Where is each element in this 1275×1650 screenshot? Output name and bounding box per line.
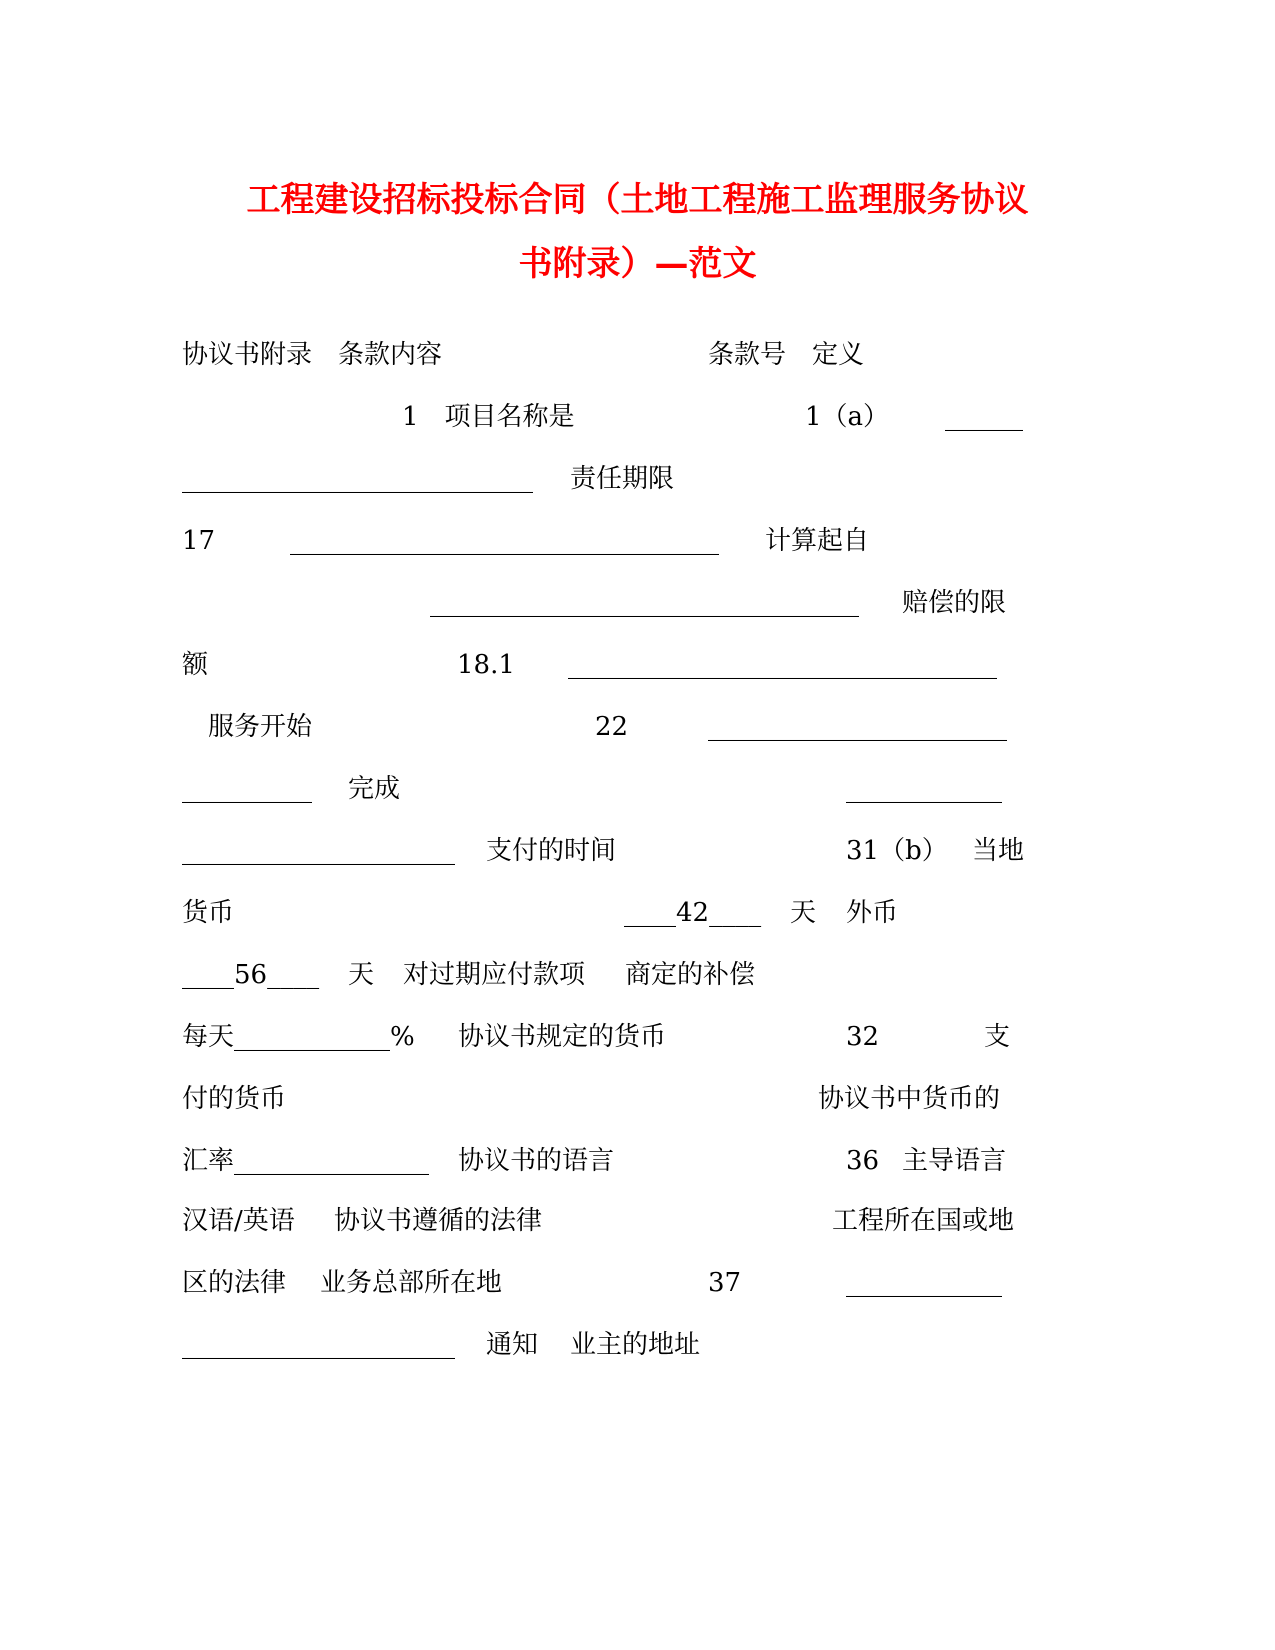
text-fragment: 业主的地址: [570, 1330, 701, 1360]
text-fragment: 外币: [846, 898, 899, 928]
text-fragment: 17: [182, 526, 216, 556]
text-fragment: ____________: [846, 774, 1002, 804]
text-fragment: 1（a）: [805, 402, 890, 432]
text-fragment: ____________: [846, 1268, 1002, 1298]
text-fragment: _________________________________: [430, 588, 859, 618]
text-fragment: 赔偿的限: [902, 588, 1007, 618]
text-fragment: 工程所在国或地: [832, 1206, 1015, 1236]
text-fragment: 商定的补偿: [625, 960, 756, 990]
text-fragment: 协议书规定的货币: [458, 1022, 667, 1052]
text-fragment: 协议书附录 条款内容: [182, 340, 443, 370]
text-fragment: 31（b）: [846, 836, 948, 866]
text-fragment: _________________________________: [290, 526, 719, 556]
text-fragment: 22: [595, 712, 629, 742]
text-fragment: _________________________________: [568, 650, 997, 680]
text-fragment: 责任期限: [570, 464, 675, 494]
text-fragment: 对过期应付款项: [403, 960, 586, 990]
text-fragment: _____________________: [182, 836, 455, 866]
text-fragment: ___________________________: [182, 464, 533, 494]
text-fragment: ______: [945, 402, 1023, 432]
text-fragment: ____56____: [182, 960, 320, 990]
text-fragment: 计算起自: [765, 526, 870, 556]
document-title-line-2: 书附录）—范文: [518, 244, 757, 284]
text-fragment: 协议书中货币的: [818, 1084, 1001, 1114]
text-fragment: 额: [182, 650, 209, 680]
text-fragment: __________: [182, 774, 312, 804]
text-fragment: _____________________: [182, 1330, 455, 1360]
text-fragment: ____42____: [624, 898, 762, 928]
text-fragment: 32: [846, 1022, 880, 1052]
text-fragment: 1 项目名称是: [402, 402, 575, 432]
document-title-line-1: 工程建设招标投标合同（土地工程施工监理服务协议: [246, 180, 1029, 220]
text-fragment: 业务总部所在地: [320, 1268, 503, 1298]
text-fragment: 37: [708, 1268, 742, 1298]
text-fragment: 36: [846, 1146, 880, 1176]
text-fragment: 18.1: [457, 650, 515, 680]
text-fragment: 天: [348, 960, 375, 990]
text-fragment: 完成: [348, 774, 401, 804]
text-fragment: 天: [790, 898, 817, 928]
text-fragment: 服务开始: [208, 712, 313, 742]
text-fragment: 主导语言: [902, 1146, 1007, 1176]
text-fragment: 汉语/英语: [182, 1206, 295, 1236]
text-fragment: 付的货币: [182, 1084, 287, 1114]
text-fragment: 通知: [486, 1330, 539, 1360]
text-fragment: 支: [984, 1022, 1011, 1052]
text-fragment: 协议书遵循的法律: [334, 1206, 543, 1236]
text-fragment: 货币: [182, 898, 235, 928]
text-fragment: 支付的时间: [486, 836, 617, 866]
text-fragment: 协议书的语言: [458, 1146, 615, 1176]
text-fragment: 当地: [972, 836, 1025, 866]
text-fragment: 每天____________%: [182, 1022, 415, 1052]
text-fragment: 条款号 定义: [708, 340, 865, 370]
text-fragment: _______________________: [708, 712, 1007, 742]
text-fragment: 汇率_______________: [182, 1146, 430, 1176]
text-fragment: 区的法律: [182, 1268, 287, 1298]
